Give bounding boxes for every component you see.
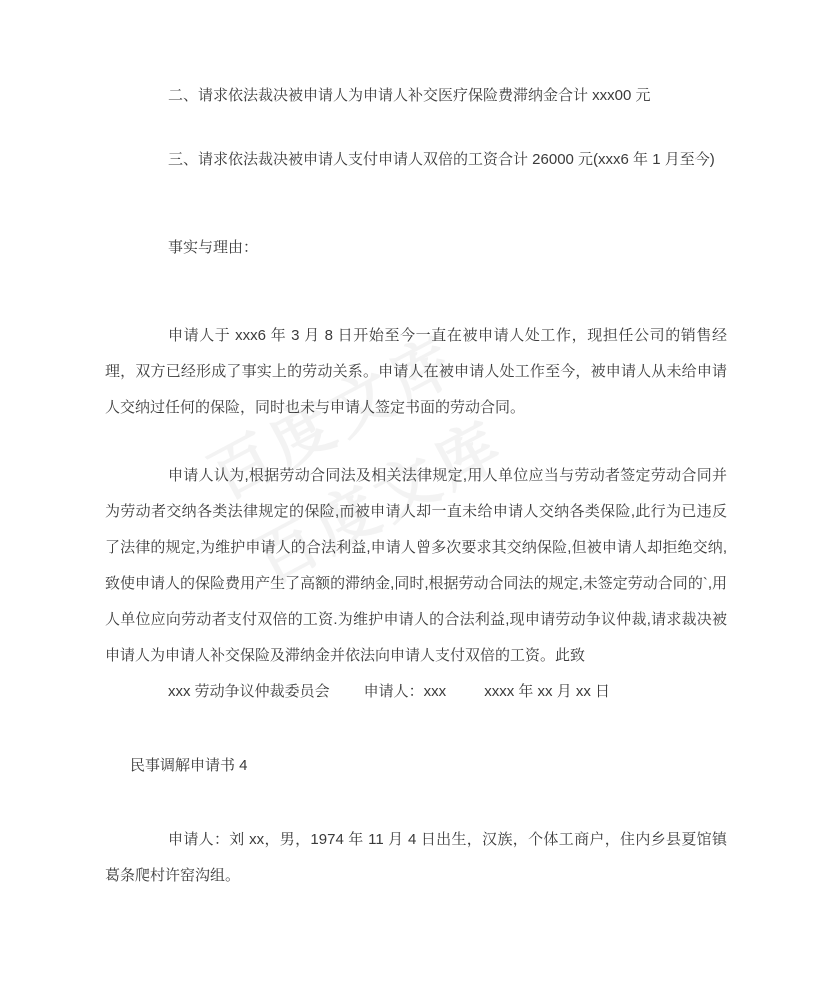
- signature-date: xxxx 年 xx 月 xx 日: [484, 683, 611, 700]
- document-content: [105, 0, 727, 894]
- applicant-name: 申请人：xxx: [363, 683, 447, 700]
- next-document-title: 民事调解申请书 4: [130, 757, 248, 774]
- signature-line: [105, 674, 727, 710]
- claim-item-3: 三、请求依法裁决被申请人支付申请人双倍的工资合计 26000 元(xxx6 年 1 月至今): [168, 151, 715, 168]
- arbitration-committee-name: xxx 劳动争议仲裁委员会: [168, 683, 330, 700]
- reasoning-paragraph: 申请人认为,根据劳动合同法及相关法律规定,用人单位应当与劳动者签定劳动合同并为劳动者交纳各类法律规定的保险,而被申请人却一直未给申请人交纳各类保险,此行为已违反了法律的规定,为维护申请人的合法利益,申请人曾多次要求其交纳保险,但被申请人却拒绝交纳,致使申请人的保险费用产生了高额的滞纳金,同时,根据劳动合同法的规定,未签定劳动合同的`,用人单位应向劳动者支付双倍的工资.为维护申请人的合法利益,现申请劳动争议仲裁,请求裁决被申请人为申请人补交保险及滞纳金并依法向申请人支付双倍的工资。此致: [105, 467, 727, 664]
- section-heading-facts-and-reasons: 事实与理由：: [168, 239, 259, 256]
- next-document-applicant-info: 申请人：刘 xx，男，1974 年 11 月 4 日出生，汉族，个体工商户，住内乡县夏馆镇葛条爬村许窑沟组。: [105, 831, 727, 884]
- claim-item-2: 二、请求依法裁决被申请人为申请人补交医疗保险费滞纳金合计 xxx00 元: [168, 87, 651, 104]
- facts-paragraph: 申请人于 xxx6 年 3 月 8 日开始至今一直在被申请人处工作，现担任公司的销售经理，双方已经形成了事实上的劳动关系。申请人在被申请人处工作至今，被申请人从未给申请人交纳过任何的保险，同时也未与申请人签定书面的劳动合同。: [105, 327, 727, 416]
